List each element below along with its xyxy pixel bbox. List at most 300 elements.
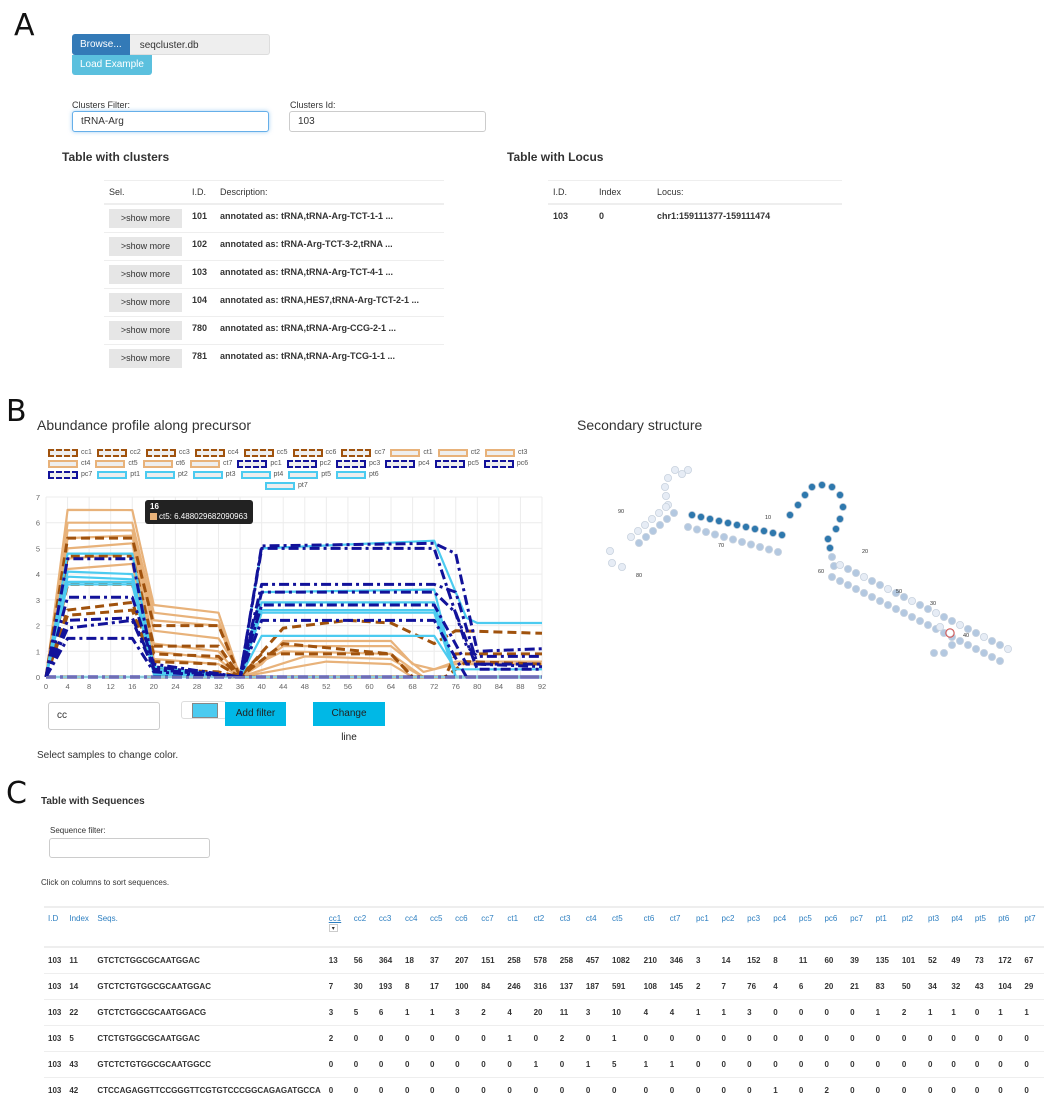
legend-item-pc4[interactable] — [385, 459, 429, 468]
seq-col-label: ct7 — [669, 914, 681, 923]
clusters-table — [104, 180, 444, 372]
sequence-row[interactable] — [44, 947, 1044, 973]
seq-col-label: ct5 — [612, 914, 623, 923]
locus-id: 103 — [548, 204, 594, 227]
svg-text:28: 28 — [192, 682, 202, 691]
cluster-row[interactable] — [104, 345, 444, 373]
legend-item-pt2[interactable] — [145, 470, 188, 479]
legend-swatch — [390, 449, 420, 457]
show-more-button[interactable]: >show more — [109, 321, 182, 340]
legend-label: ct5 — [128, 460, 138, 467]
legend-swatch — [145, 471, 175, 479]
svg-text:44: 44 — [279, 682, 288, 691]
legend-swatch — [241, 471, 271, 479]
count-cell: 0 — [325, 1051, 350, 1077]
seq-col-pt6[interactable] — [994, 907, 1020, 947]
abundance-chart[interactable] — [30, 490, 550, 700]
svg-text:24: 24 — [171, 682, 180, 691]
sequence-row[interactable] — [44, 973, 1044, 999]
svg-text:4: 4 — [35, 570, 40, 580]
seq-col-label: pt7 — [1024, 914, 1036, 923]
count-cell: 0 — [1020, 1051, 1044, 1077]
seq-col-seqs[interactable] — [93, 907, 324, 947]
count-cell: 42 — [65, 1077, 93, 1103]
legend-item-pc3[interactable] — [336, 459, 380, 468]
count-cell: 0 — [477, 1051, 503, 1077]
color-swatch — [192, 703, 218, 718]
seq-col-label: pc6 — [824, 914, 838, 923]
legend-item-pc2[interactable] — [287, 459, 331, 468]
count-cell: 0 — [898, 1051, 924, 1077]
sort-dropdown-icon[interactable]: ▾ — [329, 924, 338, 932]
svg-text:1: 1 — [35, 647, 40, 657]
count-cell: 346 — [666, 947, 692, 973]
count-cell: 56 — [350, 947, 375, 973]
count-cell: 1 — [608, 1025, 640, 1051]
legend-swatch — [48, 460, 78, 468]
count-cell: 0 — [795, 1051, 821, 1077]
svg-text:64: 64 — [386, 682, 396, 691]
legend-item-cc3[interactable] — [146, 448, 190, 457]
legend-item-pt3[interactable] — [193, 470, 236, 479]
svg-text:8: 8 — [87, 682, 92, 691]
seq-col-ct5[interactable] — [608, 907, 640, 947]
seq-col-index[interactable] — [65, 907, 93, 947]
seq-col-label: pt1 — [875, 914, 887, 923]
legend-item-cc2[interactable] — [97, 448, 141, 457]
legend-item-cc4[interactable] — [195, 448, 239, 457]
legend-label: ct3 — [518, 449, 528, 456]
legend-item-ct2[interactable] — [438, 448, 480, 457]
count-cell: 0 — [426, 1051, 451, 1077]
legend-item-pt7[interactable] — [265, 481, 308, 490]
seq-col-pc3[interactable] — [743, 907, 769, 947]
legend-swatch — [97, 471, 127, 479]
count-cell: 4 — [769, 973, 795, 999]
seq-col-cc6[interactable] — [451, 907, 477, 947]
seq-col-pc2[interactable] — [718, 907, 744, 947]
seq-col-ct1[interactable] — [503, 907, 529, 947]
svg-text:88: 88 — [516, 682, 525, 691]
count-cell: 1 — [640, 1051, 666, 1077]
show-more-button[interactable]: >show more — [109, 237, 182, 256]
seq-col-label: cc6 — [455, 914, 468, 923]
count-cell: 0 — [769, 999, 795, 1025]
count-cell: 0 — [350, 1077, 375, 1103]
seq-col-pc4[interactable] — [769, 907, 795, 947]
count-cell: 2 — [898, 999, 924, 1025]
legend-item-ct7[interactable] — [190, 459, 232, 468]
sequence-row[interactable] — [44, 1025, 1044, 1051]
col-description: Description: — [215, 181, 444, 205]
count-cell: 50 — [898, 973, 924, 999]
count-cell: 103 — [44, 1077, 65, 1103]
cluster-row[interactable] — [104, 261, 444, 289]
cluster-description: annotated as: tRNA,tRNA-Arg-TCG-1-1 ... — [215, 345, 444, 373]
seq-col-pt4[interactable] — [947, 907, 970, 947]
legend-label: pc2 — [319, 460, 331, 467]
seq-col-pt3[interactable] — [924, 907, 947, 947]
count-cell: 11 — [556, 999, 582, 1025]
count-cell: 13 — [325, 947, 350, 973]
add-filter-button[interactable]: Add filter — [225, 702, 286, 726]
seq-col-pc7[interactable] — [846, 907, 872, 947]
count-cell: 1 — [666, 1051, 692, 1077]
count-cell: 1 — [530, 1051, 556, 1077]
svg-text:0: 0 — [43, 682, 49, 691]
count-cell: 0 — [530, 1077, 556, 1103]
count-cell: 0 — [924, 1077, 947, 1103]
sample-filter-input[interactable]: cc — [48, 702, 160, 730]
count-cell: 0 — [898, 1077, 924, 1103]
count-cell: 0 — [994, 1025, 1020, 1051]
count-cell: 18 — [401, 947, 426, 973]
count-cell: 172 — [994, 947, 1020, 973]
count-cell: 0 — [582, 1025, 608, 1051]
count-cell: 103 — [44, 973, 65, 999]
cluster-id: 101 — [187, 204, 215, 233]
legend-swatch — [95, 460, 125, 468]
seq-col-ct2[interactable] — [530, 907, 556, 947]
seq-col-pt1[interactable] — [872, 907, 898, 947]
count-cell: 135 — [872, 947, 898, 973]
count-cell: 7 — [718, 973, 744, 999]
svg-text:70: 70 — [718, 543, 725, 549]
legend-swatch — [244, 449, 274, 457]
seq-col-ct4[interactable] — [582, 907, 608, 947]
change-color-hint: Select samples to change color. — [37, 750, 179, 761]
count-cell: 30 — [350, 973, 375, 999]
cluster-id: 104 — [187, 289, 215, 317]
show-more-button[interactable]: >show more — [109, 209, 182, 228]
svg-text:60: 60 — [365, 682, 374, 691]
sequences-table-wrapper[interactable] — [44, 906, 1036, 1103]
col-id: I.D. — [187, 181, 215, 205]
seq-col-label: ct4 — [585, 914, 597, 923]
count-cell: 1082 — [608, 947, 640, 973]
count-cell: 0 — [872, 1051, 898, 1077]
legend-item-pc1[interactable] — [237, 459, 281, 468]
legend-item-pt4[interactable] — [241, 470, 284, 479]
cluster-id: 103 — [187, 261, 215, 289]
count-cell: 246 — [503, 973, 529, 999]
svg-text:0: 0 — [35, 673, 40, 682]
sequence-cell: CTCTGTGGCGCAATGGAC — [93, 1025, 324, 1051]
count-cell: 73 — [971, 947, 994, 973]
count-cell: 0 — [924, 1025, 947, 1051]
count-cell: 8 — [769, 947, 795, 973]
legend-item-pt1[interactable] — [97, 470, 140, 479]
count-cell: 0 — [846, 1025, 872, 1051]
seq-col-label: ct1 — [507, 914, 519, 923]
count-cell: 14 — [65, 973, 93, 999]
legend-item-pc5[interactable] — [435, 459, 479, 468]
count-cell: 258 — [503, 947, 529, 973]
count-cell: 43 — [65, 1051, 93, 1077]
svg-text:48: 48 — [300, 682, 309, 691]
count-cell: 145 — [666, 973, 692, 999]
count-cell: 101 — [898, 947, 924, 973]
count-cell: 34 — [924, 973, 947, 999]
svg-text:52: 52 — [322, 682, 331, 691]
count-cell: 0 — [477, 1077, 503, 1103]
seq-col-id[interactable] — [44, 907, 65, 947]
count-cell: 1 — [718, 999, 744, 1025]
count-cell: 2 — [556, 1025, 582, 1051]
sequence-filter-label: Sequence filter: — [50, 826, 106, 835]
count-cell: 0 — [820, 1051, 846, 1077]
abundance-title: Abundance profile along precursor — [37, 417, 252, 433]
count-cell: 0 — [401, 1051, 426, 1077]
change-line-button[interactable]: Change line — [313, 702, 385, 726]
seq-col-pt2[interactable] — [898, 907, 924, 947]
cluster-row[interactable] — [104, 233, 444, 261]
svg-text:40: 40 — [963, 633, 970, 639]
legend-item-ct3[interactable] — [485, 448, 527, 457]
seq-col-label: pt5 — [974, 914, 986, 923]
svg-text:32: 32 — [214, 682, 223, 691]
count-cell: 76 — [743, 973, 769, 999]
count-cell: 0 — [971, 1025, 994, 1051]
count-cell: 0 — [971, 1051, 994, 1077]
count-cell: 32 — [947, 973, 970, 999]
legend-label: ct1 — [423, 449, 433, 456]
count-cell: 7 — [325, 973, 350, 999]
svg-text:76: 76 — [451, 682, 460, 691]
count-cell: 1 — [426, 999, 451, 1025]
seq-col-cc3[interactable] — [375, 907, 401, 947]
count-cell: 0 — [718, 1051, 744, 1077]
count-cell: 0 — [846, 999, 872, 1025]
legend-label: pt5 — [321, 471, 331, 478]
legend-item-cc1[interactable] — [48, 448, 92, 457]
locus-row[interactable] — [548, 204, 842, 227]
svg-text:84: 84 — [494, 682, 504, 691]
legend-item-cc7[interactable] — [341, 448, 385, 457]
load-example-button[interactable]: Load Example — [72, 55, 152, 75]
count-cell: 207 — [451, 947, 477, 973]
sequence-filter-input[interactable] — [49, 838, 210, 858]
sequences-table-title: Table with Sequences — [41, 796, 145, 807]
count-cell: 84 — [477, 973, 503, 999]
svg-text:2: 2 — [35, 621, 40, 631]
count-cell: 20 — [820, 973, 846, 999]
seq-col-cc4[interactable] — [401, 907, 426, 947]
seq-col-cc1[interactable] — [325, 907, 350, 947]
count-cell: 17 — [426, 973, 451, 999]
show-more-button[interactable]: >show more — [109, 349, 182, 368]
count-cell: 0 — [820, 999, 846, 1025]
seq-col-label: pt2 — [901, 914, 913, 923]
count-cell: 0 — [640, 1077, 666, 1103]
cluster-row[interactable] — [104, 289, 444, 317]
cluster-description: annotated as: tRNA,tRNA-Arg-TCT-4-1 ... — [215, 261, 444, 289]
sequence-row[interactable] — [44, 1051, 1044, 1077]
count-cell: 100 — [451, 973, 477, 999]
count-cell: 21 — [846, 973, 872, 999]
count-cell: 1 — [872, 999, 898, 1025]
legend-label: pt3 — [225, 471, 236, 478]
count-cell: 39 — [846, 947, 872, 973]
count-cell: 0 — [872, 1077, 898, 1103]
count-cell: 6 — [375, 999, 401, 1025]
show-more-button[interactable]: >show more — [109, 293, 182, 312]
svg-text:4: 4 — [65, 682, 70, 691]
seq-col-label: cc2 — [353, 914, 367, 923]
count-cell: 0 — [846, 1051, 872, 1077]
svg-text:92: 92 — [537, 682, 547, 691]
count-cell: 52 — [924, 947, 947, 973]
legend-item-cc5[interactable] — [244, 448, 288, 457]
legend-swatch — [48, 449, 78, 457]
cluster-description: annotated as: tRNA,tRNA-Arg-TCT-1-1 ... — [215, 204, 444, 233]
count-cell: 3 — [692, 947, 718, 973]
sequence-row[interactable] — [44, 1077, 1044, 1103]
cluster-description: annotated as: tRNA,tRNA-Arg-CCG-2-1 ... — [215, 317, 444, 345]
legend-label: cc2 — [129, 449, 141, 456]
seq-col-label: pt6 — [998, 914, 1010, 923]
chart-legend — [48, 448, 538, 490]
seq-col-pc1[interactable] — [692, 907, 718, 947]
legend-swatch — [385, 460, 415, 468]
sequence-row[interactable] — [44, 999, 1044, 1025]
count-cell: 3 — [325, 999, 350, 1025]
seq-col-label: Index — [69, 914, 89, 923]
seq-col-cc7[interactable] — [477, 907, 503, 947]
browse-button[interactable]: Browse... — [72, 34, 130, 55]
svg-text:6: 6 — [35, 518, 40, 528]
legend-swatch — [336, 460, 366, 468]
count-cell: 20 — [530, 999, 556, 1025]
count-cell: 258 — [556, 947, 582, 973]
seq-col-ct6[interactable] — [640, 907, 666, 947]
count-cell: 364 — [375, 947, 401, 973]
seq-col-pc6[interactable] — [820, 907, 846, 947]
legend-label: pt6 — [368, 471, 379, 478]
seq-col-label: cc1 — [328, 914, 342, 923]
file-name-field[interactable]: seqcluster.db — [130, 34, 270, 55]
count-cell: 0 — [451, 1051, 477, 1077]
sequences-table — [44, 906, 1044, 1103]
legend-item-ct5[interactable] — [95, 459, 137, 468]
legend-item-pc7[interactable] — [48, 470, 92, 479]
count-cell: 0 — [795, 1025, 821, 1051]
legend-label: pc7 — [81, 471, 93, 478]
count-cell: 0 — [530, 1025, 556, 1051]
seq-col-pt5[interactable] — [971, 907, 994, 947]
tooltip-value: ct5: 6.4880296820909​63 — [159, 512, 248, 521]
file-input-group — [72, 34, 270, 55]
legend-item-ct6[interactable] — [143, 459, 185, 468]
locus-table — [548, 180, 842, 227]
seq-col-ct7[interactable] — [666, 907, 692, 947]
col-locus: Locus: — [652, 181, 842, 205]
legend-label: ct6 — [175, 460, 186, 467]
count-cell: 0 — [401, 1077, 426, 1103]
count-cell: 1 — [692, 999, 718, 1025]
seq-col-pc5[interactable] — [795, 907, 821, 947]
count-cell: 1 — [769, 1077, 795, 1103]
secondary-structure-diagram[interactable] — [600, 455, 970, 665]
count-cell: 1 — [1020, 999, 1044, 1025]
sequence-cell: GTCTCTGTGGCGCAATGGCC — [93, 1051, 324, 1077]
legend-label: pc4 — [418, 460, 430, 467]
count-cell: 1 — [947, 999, 970, 1025]
legend-label: cc1 — [81, 449, 92, 456]
legend-item-pt5[interactable] — [288, 470, 331, 479]
legend-item-ct1[interactable] — [390, 448, 432, 457]
count-cell: 0 — [947, 1025, 970, 1051]
svg-text:80: 80 — [473, 682, 482, 691]
seq-col-cc2[interactable] — [350, 907, 375, 947]
legend-item-ct4[interactable] — [48, 459, 90, 468]
legend-swatch — [146, 449, 176, 457]
count-cell: 0 — [401, 1025, 426, 1051]
clusters-filter-input[interactable]: tRNA-Arg — [72, 111, 269, 132]
count-cell: 22 — [65, 999, 93, 1025]
cluster-row[interactable] — [104, 317, 444, 345]
count-cell: 2 — [820, 1077, 846, 1103]
count-cell: 5 — [350, 999, 375, 1025]
color-picker[interactable] — [181, 701, 227, 719]
legend-label: cc4 — [227, 449, 239, 456]
count-cell: 60 — [820, 947, 846, 973]
count-cell: 0 — [743, 1077, 769, 1103]
count-cell: 1 — [582, 1051, 608, 1077]
locus-value: chr1:159111377-159111474 — [652, 204, 842, 227]
count-cell: 2 — [477, 999, 503, 1025]
seq-col-label: pc5 — [798, 914, 812, 923]
count-cell: 0 — [947, 1051, 970, 1077]
count-cell: 0 — [971, 1077, 994, 1103]
count-cell: 152 — [743, 947, 769, 973]
locus-table-title: Table with Locus — [507, 150, 604, 164]
legend-item-pc6[interactable] — [484, 459, 528, 468]
count-cell: 83 — [872, 973, 898, 999]
count-cell: 1 — [401, 999, 426, 1025]
count-cell: 187 — [582, 973, 608, 999]
seq-col-pt7[interactable] — [1020, 907, 1044, 947]
count-cell: 0 — [556, 1051, 582, 1077]
legend-label: pt4 — [273, 471, 284, 478]
count-cell: 0 — [947, 1077, 970, 1103]
legend-label: pc1 — [270, 460, 282, 467]
seq-col-label: ct3 — [559, 914, 571, 923]
tooltip-x: 16 — [150, 502, 159, 511]
legend-item-cc6[interactable] — [293, 448, 337, 457]
count-cell: 10 — [608, 999, 640, 1025]
svg-text:16: 16 — [128, 682, 137, 691]
count-cell: 0 — [994, 1051, 1020, 1077]
count-cell: 0 — [582, 1077, 608, 1103]
count-cell: 49 — [947, 947, 970, 973]
seq-col-label: ct2 — [533, 914, 545, 923]
legend-swatch — [336, 471, 366, 479]
count-cell: 0 — [556, 1077, 582, 1103]
count-cell: 11 — [795, 947, 821, 973]
show-more-button[interactable]: >show more — [109, 265, 182, 284]
clusters-id-input[interactable]: 103 — [289, 111, 486, 132]
seq-col-ct3[interactable] — [556, 907, 582, 947]
seq-col-cc5[interactable] — [426, 907, 451, 947]
count-cell: 193 — [375, 973, 401, 999]
legend-item-pt6[interactable] — [336, 470, 379, 479]
legend-swatch — [438, 449, 468, 457]
count-cell: 0 — [898, 1025, 924, 1051]
count-cell: 457 — [582, 947, 608, 973]
count-cell: 37 — [426, 947, 451, 973]
cluster-row[interactable] — [104, 204, 444, 233]
